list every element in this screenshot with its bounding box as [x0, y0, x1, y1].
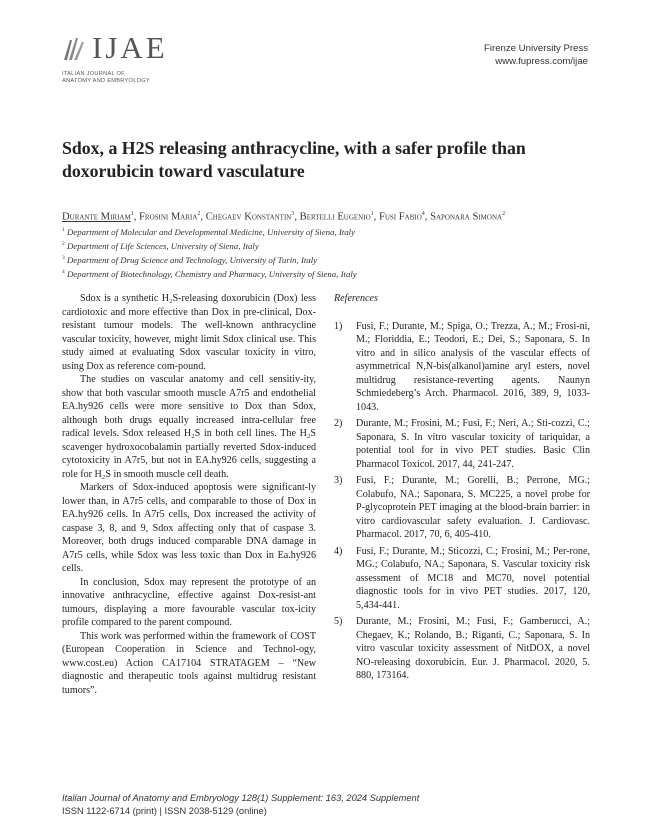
abstract-paragraph: This work was performed within the framework of COST (European Cooperation in Science and Technol-ogy, www.cost.eu) Action CA17104 STRATAGEM – “New diagnostic and therapeutic tools against multidrug resistant tumors”. [62, 630, 316, 696]
author-affiliation-mark: 2 [502, 211, 506, 217]
references-heading: References [334, 293, 378, 304]
reference-item [334, 474, 590, 542]
logo-leaf-icon [62, 36, 92, 62]
affiliation-item: $^2$ Department of Life Sciences, University of Siena, Italy [62, 240, 259, 251]
abstract-paragraph: Sdox is a synthetic H₂S-releasing doxorubicin (Dox) less cardiotoxic and more effective than Dox in pre-clinical, Dox-resistant tumour models. The well-known anthracycline vascular toxicity, however, might limit Sdox clinical use. This study aimed at evaluating Sdox vascular toxicity in vitro, using Dox as reference com-pound. [62, 293, 316, 372]
author-affiliation-mark: 3 [291, 211, 295, 217]
reference-text: Fusi, F.; Durante, M.; Spiga, O.; Trezza, A.; M.; Frosi-ni, M.; Floriddia, E.; Teodori, E.; Dei, S.; Saponara, S. In vitro and in silico analysis of the vascular effects of asymmetrical N,N-bis(alkanol)amine aryl esters, novel multidrug resistance-reverting agents. Naunyn Schmiedeberg’s Arch. Pharmacol. 2016, 389, 9, 1033-1043. [356, 320, 590, 413]
affiliation-item: $^1$ Department of Molecular and Developmental Medicine, University of Siena, Italy [62, 226, 355, 237]
author-affiliation-mark: 1 [130, 211, 134, 217]
abstract-body [62, 292, 316, 697]
abstract-paragraph: The studies on vascular anatomy and cell sensitiv-ity, show that both vascular smooth muscle A7r5 and endothelial EA.hy926 cells were more sensitive to Dox than Sdox, although both drugs equally increased intra-cellular free radical levels. Sdox released H₂S in both cell lines. The H₂S scavenger hydroxocobalamin partially reverted Sdox-induced cytotoxicity in A7r5, but not in EA.hy926 cells, suggesting a role for H₂S in smooth muscle cell death. [62, 374, 316, 480]
footer-journal-line: Italian Journal of Anatomy and Embryology 128(1) Supplement: 163, 2024 Supplement [62, 793, 420, 803]
reference-item [334, 417, 590, 471]
reference-number: 3) [334, 475, 343, 486]
reference-text: Durante, M.; Frosini, M.; Fusi, F.; Gamberucci, A.; Chegaev, K.; Rolando, B.; Riganti, C.; Saponara, S. In vitro vascular toxicity assessment of NitDOX, a novel NO-releasing doxorubicin. Eur. J. Pharmacol. 2020, 5. 880, 173164. [356, 616, 590, 681]
author-name: Frosini Maria [139, 211, 198, 223]
publisher-name: Firenze University Press [484, 43, 588, 54]
abstract-paragraph: In conclusion, Sdox may represent the prototype of an innovative anthracycline, effective against Dox-resist-ant tumours, displaying a more favourable vascular tox-icity profile compared to the parent compound. [62, 576, 316, 628]
reference-item [334, 545, 590, 613]
page-footer [62, 792, 419, 818]
abstract-paragraph: Markers of Sdox-induced apoptosis were significant-ly lower than, in A7r5 cells, and comparable to those of Dox in EA.hy926 cells. In A7r5 cells, Dox increased the activity of caspase 3, 8, and 9, Sdox affecting only that of caspase 3. Moreover, both drugs induced comparable DNA damage in A7r5 cells, while Sdox was less toxic than Dox in Ea.hy926 cells. [62, 482, 316, 574]
reference-number: 5) [334, 616, 343, 627]
author-list: Durante Miriam$^1$, Frosini Maria$^2$, Chegaev Konstantin$^3$, Bertelli Eugenio$^1$, Fusi Fabio$^4$, Saponara Simona$^2$ [62, 211, 506, 223]
author-affiliation-mark: 1 [370, 211, 374, 217]
reference-text: Fusi, F.; Durante, M.; Gorelli, B.; Perrone, MG.; Colabufo, NA.; Saponara, S. MC225, a novel probe for P-glycoprotein PET imaging at the blood-brain barrier: in vitro cardiovascular safety evaluation. J. Cardiovasc. Pharmacol. 2017, 70, 6, 405-410. [356, 475, 590, 540]
logo-subtitle: ITALIAN JOURNAL OF ANATOMY AND EMBRYOLOGY [62, 71, 150, 84]
journal-logo [62, 30, 192, 90]
affiliation-list [62, 224, 602, 280]
publisher-url[interactable]: www.fupress.com/ijae [495, 56, 588, 67]
logo-text: IJAE [92, 30, 168, 65]
reference-number: 4) [334, 545, 343, 557]
author-affiliation-mark: 2 [197, 211, 201, 217]
reference-text: Fusi, F.; Durante, M.; Sticozzi, C.; Frosini, M.; Per-rone, MG.; Colabufo, NA.; Saponara, S. Vascular toxicity risk assessment of MC18 and MC70, novel potential diagnostic tools for in vivo PET studies. 2017, 120, 5,434-441. [356, 545, 590, 611]
publisher-info [484, 42, 588, 68]
affiliation-item: $^4$ Department of Biotechnology, Chemistry and Pharmacy, University of Siena, Italy [62, 268, 357, 279]
footer-issn-line: ISSN 1122-6714 (print) | ISSN 2038-5129 (online) [62, 806, 267, 816]
author-name: Saponara Simona [430, 211, 503, 223]
author-name: Chegaev Konstantin [205, 211, 292, 223]
reference-item [334, 615, 590, 683]
reference-text: Durante, M.; Frosini, M.; Fusi, F.; Neri, A.; Sti-cozzi, C.; Saponara, S. In vitro vascular toxicity of tariquidar, a potential tool for in vivo PET studies. Basic Clin Pharmacol Toxicol. 2017, 44, 241-247. [356, 418, 590, 470]
affiliation-item: $^3$ Department of Drug Science and Technology, University of Turin, Italy [62, 254, 318, 265]
author-name: Bertelli Eugenio [299, 211, 371, 223]
author-name: Fusi Fabio [378, 211, 422, 223]
author-name: Durante Miriam [62, 211, 131, 223]
author-affiliation-mark: 4 [421, 211, 425, 217]
article-title: Sdox, a H2S releasing anthracycline, with a safer profile than doxorubicin toward vasculature [62, 138, 526, 181]
reference-item [334, 320, 590, 415]
reference-number: 2) [334, 418, 343, 429]
references-list [334, 320, 590, 683]
reference-number: 1) [334, 320, 343, 332]
references-section [334, 292, 590, 686]
